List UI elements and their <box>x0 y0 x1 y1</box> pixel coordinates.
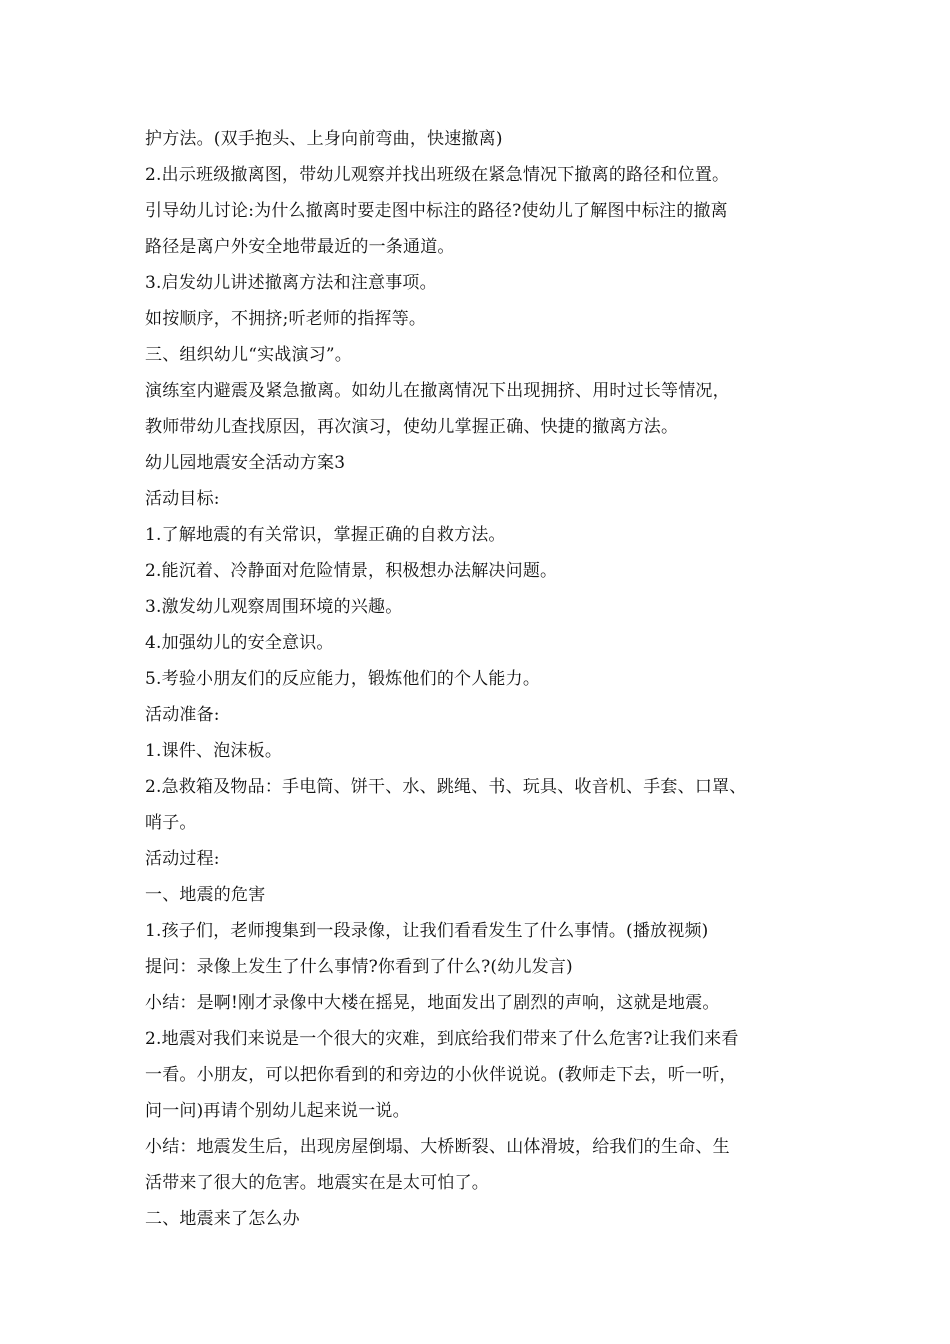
section-heading: 二、地震来了怎么办 <box>145 1209 300 1229</box>
text-line: 1.了解地震的有关常识，掌握正确的自救方法。 <box>145 525 506 545</box>
text-line: 教师带幼儿查找原因，再次演习，使幼儿掌握正确、快捷的撤离方法。 <box>145 417 679 437</box>
text-line: 路径是离户外安全地带最近的一条通道。 <box>145 237 455 257</box>
text-line: 3.启发幼儿讲述撤离方法和注意事项。 <box>145 273 437 293</box>
text-line: 小结：地震发生后，出现房屋倒塌、大桥断裂、山体滑坡，给我们的生命、生 <box>145 1137 730 1157</box>
text-line: 4.加强幼儿的安全意识。 <box>145 633 334 653</box>
text-line: 护方法。(双手抱头、上身向前弯曲，快速撤离) <box>145 129 503 149</box>
plan-title: 幼儿园地震安全活动方案3 <box>145 453 346 473</box>
text-line: 一看。小朋友，可以把你看到的和旁边的小伙伴说说。(教师走下去，听一听， <box>145 1065 737 1085</box>
section-heading: 一、地震的危害 <box>145 885 266 905</box>
text-line: 5.考验小朋友们的反应能力，锻炼他们的个人能力。 <box>145 669 541 689</box>
section-heading: 活动过程: <box>145 849 220 869</box>
text-line: 2.能沉着、冷静面对危险情景，积极想办法解决问题。 <box>145 561 558 581</box>
text-line: 2.出示班级撤离图，带幼儿观察并找出班级在紧急情况下撤离的路径和位置。 <box>145 165 730 185</box>
text-line: 1.孩子们，老师搜集到一段录像，让我们看看发生了什么事情。(播放视频) <box>145 921 709 941</box>
text-line: 提问：录像上发生了什么事情?你看到了什么?(幼儿发言) <box>145 957 573 977</box>
section-heading: 三、组织幼儿“实战演习”。 <box>145 345 352 365</box>
text-line: 活带来了很大的危害。地震实在是太可怕了。 <box>145 1173 489 1193</box>
section-heading: 活动目标: <box>145 489 220 509</box>
text-line: 2.急救箱及物品：手电筒、饼干、水、跳绳、书、玩具、收音机、手套、口罩、 <box>145 777 747 797</box>
text-line: 问一问)再请个别幼儿起来说一说。 <box>145 1101 410 1121</box>
text-line: 1.课件、泡沫板。 <box>145 741 283 761</box>
text-line: 演练室内避震及紧急撤离。如幼儿在撤离情况下出现拥挤、用时过长等情况， <box>145 381 730 401</box>
document-body <box>145 121 835 1237</box>
text-line: 引导幼儿讨论:为什么撤离时要走图中标注的路径?使幼儿了解图中标注的撤离 <box>145 201 728 221</box>
text-line: 2.地震对我们来说是一个很大的灾难，到底给我们带来了什么危害?让我们来看 <box>145 1029 739 1049</box>
text-line: 3.激发幼儿观察周围环境的兴趣。 <box>145 597 403 617</box>
text-line: 小结：是啊!刚才录像中大楼在摇晃，地面发出了剧烈的声响，这就是地震。 <box>145 993 720 1013</box>
text-line: 哨子。 <box>145 813 197 833</box>
text-line: 如按顺序，不拥挤;听老师的指挥等。 <box>145 309 427 329</box>
section-heading: 活动准备: <box>145 705 220 725</box>
